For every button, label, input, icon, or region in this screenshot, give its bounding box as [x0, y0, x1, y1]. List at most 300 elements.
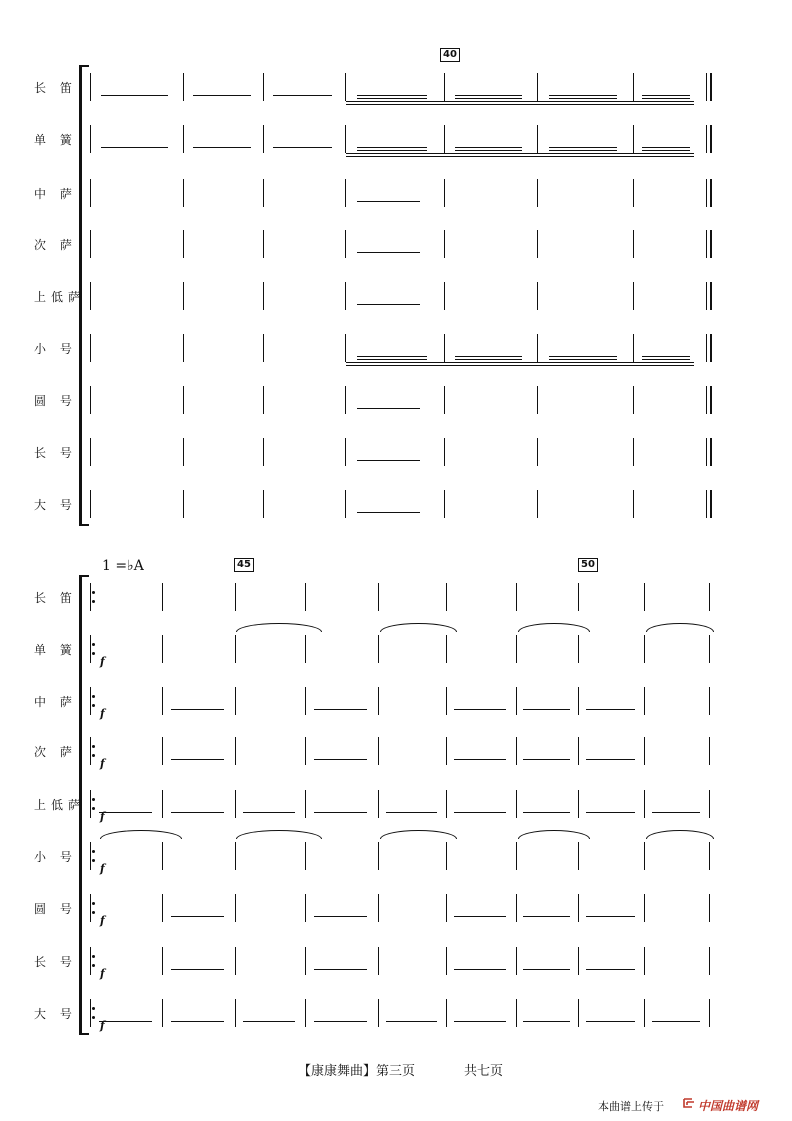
system1-barline-end — [710, 125, 712, 153]
system1-barline — [633, 125, 634, 153]
system1-barline — [183, 438, 184, 466]
system1-barline — [706, 334, 707, 362]
system2-instrument-name-0: 长 笛 — [34, 591, 77, 605]
sustain-line — [346, 153, 694, 154]
system2-barline — [709, 999, 710, 1027]
system2-barline — [235, 583, 236, 611]
system2-barline — [305, 583, 306, 611]
beam-underline-2 — [549, 98, 617, 99]
system1-barline — [633, 438, 634, 466]
system1-barline — [537, 490, 538, 518]
system2-barline — [644, 737, 645, 765]
system2-barline — [90, 947, 91, 975]
site-brand-name: 中国曲谱网 — [698, 1099, 759, 1113]
beam-underline — [454, 759, 506, 760]
beam-underline — [642, 147, 690, 148]
system2-barline — [235, 790, 236, 818]
system2-bracket-bottom — [79, 1033, 89, 1035]
system2-repeat-dot — [92, 902, 95, 905]
beam-underline — [357, 460, 420, 461]
system2-barline — [235, 737, 236, 765]
system1-barline — [444, 73, 445, 101]
system2-bracket-top — [79, 575, 89, 577]
system1-barline — [345, 230, 346, 258]
system1-barline — [537, 438, 538, 466]
beam-underline-2 — [357, 98, 427, 99]
system1-barline — [90, 438, 91, 466]
system1-barline — [90, 125, 91, 153]
beam-underline — [586, 969, 635, 970]
system2-barline — [709, 947, 710, 975]
beam-underline — [523, 759, 570, 760]
system1-barline — [90, 282, 91, 310]
system2-barline — [446, 894, 447, 922]
system2-barline — [378, 894, 379, 922]
beam-underline — [586, 709, 635, 710]
tie-arc — [100, 830, 182, 839]
beam-underline — [454, 709, 506, 710]
system2-repeat-dot — [92, 591, 95, 594]
system1-barline — [183, 490, 184, 518]
beam-underline-2 — [549, 359, 617, 360]
system2-barline — [162, 790, 163, 818]
beam-underline — [454, 969, 506, 970]
system2-barline — [578, 737, 579, 765]
system2-barline — [305, 737, 306, 765]
system1-barline-end — [710, 73, 712, 101]
system2-barline — [90, 635, 91, 663]
beam-underline — [454, 1021, 506, 1022]
system1-barline — [345, 334, 346, 362]
beam-underline — [455, 147, 521, 148]
system2-barline — [516, 583, 517, 611]
system2-barline — [446, 635, 447, 663]
system1-barline — [263, 438, 264, 466]
beam-underline — [357, 512, 420, 513]
system1-barline — [183, 386, 184, 414]
system2-repeat-dot — [92, 652, 95, 655]
beam-underline — [454, 812, 506, 813]
system1-barline — [633, 490, 634, 518]
beam-underline-2 — [549, 150, 617, 151]
tie-arc — [380, 830, 457, 839]
system2-barline — [90, 790, 91, 818]
system2-barline — [446, 947, 447, 975]
system1-barline — [444, 230, 445, 258]
beam-underline-2 — [642, 150, 690, 151]
beam-underline — [652, 812, 700, 813]
system2-barline — [446, 842, 447, 870]
system1-barline — [537, 334, 538, 362]
system2-barline — [446, 737, 447, 765]
system1-instrument-name-3: 次 萨 — [34, 238, 77, 252]
system1-barline — [633, 386, 634, 414]
system1-barline — [706, 230, 707, 258]
system1-barline — [263, 334, 264, 362]
beam-underline — [642, 95, 690, 96]
system1-barline — [345, 490, 346, 518]
system2-barline — [235, 947, 236, 975]
system1-barline — [706, 125, 707, 153]
system2-repeat-dot — [92, 704, 95, 707]
system2-barline — [378, 947, 379, 975]
system1-barline — [345, 125, 346, 153]
system2-repeat-dot — [92, 643, 95, 646]
system1-barline — [183, 230, 184, 258]
sustain-line — [346, 156, 694, 157]
system1-barline — [90, 386, 91, 414]
system2-repeat-dot — [92, 807, 95, 810]
beam-underline — [171, 969, 225, 970]
beam-underline — [171, 812, 225, 813]
system1-barline — [345, 386, 346, 414]
beam-underline — [549, 147, 617, 148]
page-footer-title: 【康康舞曲】第三页 — [298, 1064, 416, 1079]
system2-barline — [578, 687, 579, 715]
system2-barline — [644, 687, 645, 715]
system1-barline — [706, 490, 707, 518]
beam-underline — [314, 709, 368, 710]
system1-barline — [444, 179, 445, 207]
system2-barline — [90, 842, 91, 870]
beam-underline — [101, 95, 167, 96]
system2-instrument-name-3: 次 萨 — [34, 745, 77, 759]
beam-underline — [314, 969, 368, 970]
system2-barline — [709, 790, 710, 818]
system1-barline-end — [710, 334, 712, 362]
system1-barline — [183, 282, 184, 310]
system2-barline — [446, 583, 447, 611]
dynamic-forte: f — [100, 757, 105, 770]
system1-barline — [183, 125, 184, 153]
system1-barline — [90, 490, 91, 518]
system1-barline — [706, 179, 707, 207]
system1-barline — [263, 230, 264, 258]
system2-barline — [162, 687, 163, 715]
sustain-line — [346, 362, 694, 363]
system2-barline — [709, 687, 710, 715]
beam-underline — [357, 408, 420, 409]
beam-underline — [273, 95, 332, 96]
beam-underline — [243, 1021, 295, 1022]
beam-underline — [171, 1021, 225, 1022]
system2-barline — [709, 635, 710, 663]
system1-barline-end — [710, 282, 712, 310]
system2-barline — [709, 894, 710, 922]
system1-instrument-name-8: 大 号 — [34, 498, 77, 512]
beam-underline-2 — [455, 359, 521, 360]
upload-credit: 本曲谱上传于 — [598, 1100, 664, 1113]
system2-barline — [162, 583, 163, 611]
beam-underline — [523, 969, 570, 970]
system2-barline — [578, 894, 579, 922]
system2-barline — [446, 687, 447, 715]
system1-barline — [537, 230, 538, 258]
system2-instrument-name-7: 长 号 — [34, 955, 77, 969]
system2-repeat-dot — [92, 955, 95, 958]
system1-barline — [90, 179, 91, 207]
system1-barline — [90, 73, 91, 101]
beam-underline — [357, 252, 420, 253]
system1-barline — [444, 334, 445, 362]
beam-underline-2 — [455, 150, 521, 151]
system1-barline — [706, 386, 707, 414]
system2-barline — [162, 737, 163, 765]
beam-underline-2 — [357, 359, 427, 360]
beam-underline — [357, 304, 420, 305]
beam-underline — [193, 147, 251, 148]
system2-barline — [305, 947, 306, 975]
system2-barline — [235, 894, 236, 922]
rehearsal-mark-40: 40 — [440, 48, 460, 62]
beam-underline-2 — [357, 150, 427, 151]
beam-underline — [523, 1021, 570, 1022]
beam-underline — [523, 709, 570, 710]
system1-barline — [345, 73, 346, 101]
beam-underline — [523, 812, 570, 813]
tie-arc — [646, 830, 714, 839]
system2-barline — [90, 894, 91, 922]
system2-repeat-dot — [92, 859, 95, 862]
system1-barline-end — [710, 386, 712, 414]
system2-repeat-dot — [92, 798, 95, 801]
sustain-line — [346, 365, 694, 366]
system2-barline — [446, 790, 447, 818]
system1-barline — [537, 282, 538, 310]
dynamic-forte: f — [100, 655, 105, 668]
system1-barline — [183, 179, 184, 207]
system1-barline — [90, 230, 91, 258]
system2-barline — [90, 583, 91, 611]
system1-barline — [633, 73, 634, 101]
system1-barline — [633, 282, 634, 310]
system2-barline — [378, 790, 379, 818]
system2-barline — [305, 999, 306, 1027]
site-logo-icon — [682, 1097, 696, 1109]
tie-arc — [518, 830, 590, 839]
system2-instrument-name-4: 上低萨 — [34, 798, 86, 812]
system2-instrument-name-5: 小 号 — [34, 850, 77, 864]
page-footer-total: 共七页 — [464, 1064, 504, 1079]
system2-instrument-name-2: 中 萨 — [34, 695, 77, 709]
system2-barline — [644, 999, 645, 1027]
system1-barline — [263, 386, 264, 414]
system2-barline — [578, 635, 579, 663]
system1-instrument-name-5: 小 号 — [34, 342, 77, 356]
beam-underline — [586, 1021, 635, 1022]
system1-barline — [263, 179, 264, 207]
system1-barline — [263, 73, 264, 101]
beam-underline — [523, 916, 570, 917]
system1-barline — [263, 490, 264, 518]
system1-barline — [183, 73, 184, 101]
beam-underline — [586, 812, 635, 813]
tie-arc — [518, 623, 590, 632]
system2-barline — [305, 894, 306, 922]
system2-barline — [578, 999, 579, 1027]
system2-barline — [516, 790, 517, 818]
system1-barline — [263, 282, 264, 310]
system2-repeat-dot — [92, 964, 95, 967]
system2-barline — [90, 737, 91, 765]
beam-underline-2 — [455, 98, 521, 99]
tie-arc — [236, 830, 322, 839]
system1-barline — [183, 334, 184, 362]
system2-barline — [578, 790, 579, 818]
system2-barline — [446, 999, 447, 1027]
system2-barline — [90, 999, 91, 1027]
beam-underline — [454, 916, 506, 917]
system2-barline — [516, 894, 517, 922]
system1-instrument-name-4: 上低萨 — [34, 290, 86, 304]
beam-underline — [99, 812, 152, 813]
system1-barline — [706, 282, 707, 310]
system2-barline — [644, 635, 645, 663]
system2-barline — [378, 999, 379, 1027]
beam-underline — [357, 95, 427, 96]
system2-repeat-dot — [92, 1016, 95, 1019]
system2-barline — [305, 790, 306, 818]
system2-instrument-name-6: 圆 号 — [34, 902, 77, 916]
system2-barline — [709, 583, 710, 611]
sustain-line — [346, 104, 694, 105]
dynamic-forte: f — [100, 914, 105, 927]
system2-repeat-dot — [92, 745, 95, 748]
system1-instrument-name-6: 圆 号 — [34, 394, 77, 408]
beam-underline — [243, 812, 295, 813]
system1-barline — [633, 334, 634, 362]
system1-barline — [345, 282, 346, 310]
system1-instrument-name-1: 单 簧 — [34, 133, 77, 147]
beam-underline — [314, 1021, 368, 1022]
system2-repeat-dot — [92, 754, 95, 757]
system1-barline — [90, 334, 91, 362]
beam-underline — [101, 147, 167, 148]
beam-underline — [386, 1021, 436, 1022]
system2-barline — [378, 635, 379, 663]
beam-underline — [357, 356, 427, 357]
system1-barline — [537, 179, 538, 207]
system2-barline — [578, 583, 579, 611]
system2-barline — [578, 842, 579, 870]
system1-barline — [444, 282, 445, 310]
system1-barline-end — [710, 438, 712, 466]
system2-barline — [516, 842, 517, 870]
system2-barline — [305, 635, 306, 663]
system2-barline — [644, 583, 645, 611]
system1-barline-end — [710, 230, 712, 258]
system1-barline — [706, 438, 707, 466]
system2-barline — [644, 947, 645, 975]
beam-underline — [357, 147, 427, 148]
beam-underline — [357, 201, 420, 202]
beam-underline — [455, 356, 521, 357]
beam-underline-2 — [642, 98, 690, 99]
system1-barline — [633, 179, 634, 207]
system1-barline — [537, 386, 538, 414]
system2-instrument-name-1: 单 簧 — [34, 643, 77, 657]
beam-underline — [193, 95, 251, 96]
system2-barline — [378, 842, 379, 870]
dynamic-forte: f — [100, 862, 105, 875]
system1-barline — [345, 438, 346, 466]
key-signature: 1 =♭A — [102, 558, 144, 574]
system2-barline — [516, 635, 517, 663]
system2-barline — [578, 947, 579, 975]
system2-barline — [162, 999, 163, 1027]
system1-barline — [444, 386, 445, 414]
system2-barline — [709, 842, 710, 870]
beam-underline — [642, 356, 690, 357]
system1-barline — [537, 73, 538, 101]
tie-arc — [236, 623, 322, 632]
system1-instrument-name-2: 中 萨 — [34, 187, 77, 201]
system2-repeat-dot — [92, 850, 95, 853]
system2-barline — [644, 842, 645, 870]
system2-repeat-dot — [92, 911, 95, 914]
system2-barline — [378, 687, 379, 715]
system1-barline-end — [710, 490, 712, 518]
system1-barline — [444, 490, 445, 518]
rehearsal-mark-50: 50 — [578, 558, 598, 572]
system2-barline — [235, 687, 236, 715]
system2-barline — [305, 842, 306, 870]
rehearsal-mark-45: 45 — [234, 558, 254, 572]
system2-barline — [162, 947, 163, 975]
dynamic-forte: f — [100, 1019, 105, 1032]
system2-barline — [90, 687, 91, 715]
beam-underline — [171, 916, 225, 917]
system1-barline — [444, 125, 445, 153]
system2-barline — [709, 737, 710, 765]
system1-bracket-top — [79, 65, 89, 67]
beam-underline — [171, 759, 225, 760]
system2-repeat-dot — [92, 695, 95, 698]
tie-arc — [380, 623, 457, 632]
beam-underline — [171, 709, 225, 710]
system2-barline — [378, 737, 379, 765]
system1-barline — [263, 125, 264, 153]
beam-underline — [549, 356, 617, 357]
system1-barline — [345, 179, 346, 207]
system2-repeat-dot — [92, 1007, 95, 1010]
tie-arc — [646, 623, 714, 632]
system2-barline — [644, 894, 645, 922]
beam-underline — [586, 759, 635, 760]
dynamic-forte: f — [100, 967, 105, 980]
system2-instrument-name-8: 大 号 — [34, 1007, 77, 1021]
system2-barline — [235, 635, 236, 663]
system1-bracket-bottom — [79, 524, 89, 526]
system2-barline — [162, 894, 163, 922]
dynamic-forte: f — [100, 810, 105, 823]
system2-barline — [162, 842, 163, 870]
system2-repeat-dot — [92, 600, 95, 603]
sustain-line — [346, 101, 694, 102]
beam-underline — [549, 95, 617, 96]
system1-barline — [444, 438, 445, 466]
system1-barline — [633, 230, 634, 258]
system2-barline — [644, 790, 645, 818]
system1-instrument-name-7: 长 号 — [34, 446, 77, 460]
beam-underline — [314, 812, 368, 813]
beam-underline — [586, 916, 635, 917]
system1-instrument-name-0: 长 笛 — [34, 81, 77, 95]
beam-underline — [652, 1021, 700, 1022]
beam-underline — [273, 147, 332, 148]
beam-underline-2 — [642, 359, 690, 360]
system2-barline — [162, 635, 163, 663]
